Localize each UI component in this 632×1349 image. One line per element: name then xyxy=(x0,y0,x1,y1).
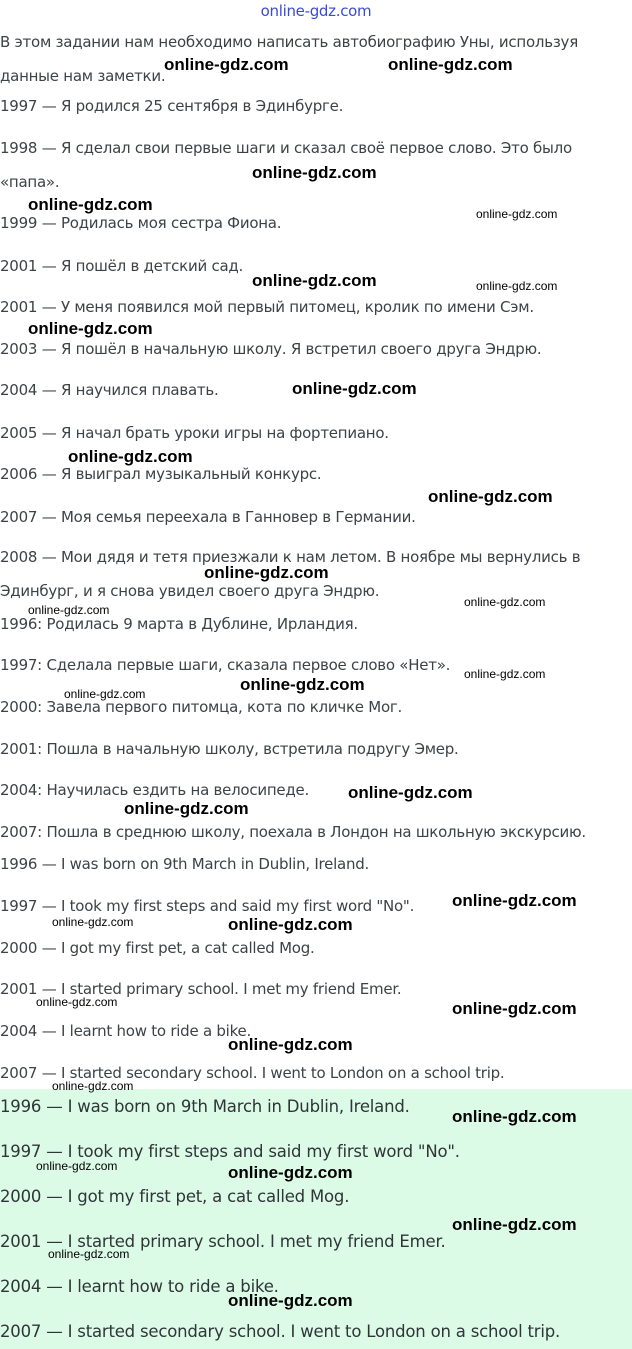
english-line: 1996 — I was born on 9th March in Dublin, Ireland. xyxy=(0,855,370,873)
english-line: 1997 — I took my first steps and said my first word "No". xyxy=(0,897,415,915)
watermark: online-gdz.com xyxy=(452,999,577,1018)
watermark: online-gdz.com xyxy=(164,55,289,74)
watermark: online-gdz.com xyxy=(464,667,546,681)
english-line: 2001 — I started primary school. I met my friend Emer. xyxy=(0,980,402,998)
watermark: online-gdz.com xyxy=(228,1163,353,1182)
watermark: online-gdz.com xyxy=(428,487,553,506)
example-note-line: 2001 — У меня появился мой первый питомец, кролик по имени Сэм. xyxy=(0,298,534,316)
example-note-line: 2003 — Я пошёл в начальную школу. Я встретил своего друга Эндрю. xyxy=(0,340,542,358)
example-note-line: 2001 — Я пошёл в детский сад. xyxy=(0,257,244,275)
una-note-line: 1997: Сделала первые шаги, сказала первое слово «Нет». xyxy=(0,656,451,674)
watermark: online-gdz.com xyxy=(228,1291,353,1310)
example-note-line: Эдинбург, и я снова увидел своего друга Эндрю. xyxy=(0,582,380,600)
example-note-line: 2008 — Мои дядя и тетя приезжали к нам летом. В ноябре мы вернулись в xyxy=(0,548,581,566)
watermark: online-gdz.com xyxy=(52,915,134,929)
watermark: online-gdz.com xyxy=(452,891,577,910)
watermark: online-gdz.com xyxy=(228,915,353,934)
answer-line: 1996 — I was born on 9th March in Dublin, Ireland. xyxy=(0,1097,410,1116)
answer-line: 2001 — I started primary school. I met my friend Emer. xyxy=(0,1232,446,1251)
watermark: online-gdz.com xyxy=(28,603,110,617)
una-note-line: 1996: Родилась 9 марта в Дублине, Ирландия. xyxy=(0,615,358,633)
watermark: online-gdz.com xyxy=(476,279,558,293)
watermark: online-gdz.com xyxy=(240,675,365,694)
watermark: online-gdz.com xyxy=(124,799,249,818)
watermark: online-gdz.com xyxy=(452,1215,577,1234)
intro-line: данные нам заметки. xyxy=(0,67,166,85)
una-note-line: 2004: Научилась ездить на велосипеде. xyxy=(0,781,310,799)
watermark: online-gdz.com xyxy=(252,163,377,182)
watermark: online-gdz.com xyxy=(388,55,513,74)
example-note-line: 1998 — Я сделал свои первые шаги и сказал своё первое слово. Это было xyxy=(0,139,572,157)
watermark: online-gdz.com xyxy=(48,1247,130,1261)
answer-line: 2007 — I started secondary school. I went to London on a school trip. xyxy=(0,1322,561,1341)
una-note-line: 2001: Пошла в начальную школу, встретила подругу Эмер. xyxy=(0,740,459,758)
watermark: online-gdz.com xyxy=(348,783,473,802)
english-line: 2004 — I learnt how to ride a bike. xyxy=(0,1022,251,1040)
una-note-line: 2000: Завела первого питомца, кота по кличке Мог. xyxy=(0,698,403,716)
watermark: online-gdz.com xyxy=(292,379,417,398)
answer-line: 2000 — I got my first pet, a cat called Mog. xyxy=(0,1187,350,1206)
watermark: online-gdz.com xyxy=(228,1035,353,1054)
watermark: online-gdz.com xyxy=(64,687,146,701)
english-line: 2000 — I got my first pet, a cat called Mog. xyxy=(0,939,315,957)
site-header-link[interactable]: online-gdz.com xyxy=(260,2,372,20)
watermark: online-gdz.com xyxy=(36,1159,118,1173)
watermark: online-gdz.com xyxy=(68,447,193,466)
watermark: online-gdz.com xyxy=(204,563,329,582)
watermark: online-gdz.com xyxy=(28,319,153,338)
example-note-line: 2004 — Я научился плавать. xyxy=(0,381,219,399)
example-note-line: «папа». xyxy=(0,173,60,191)
watermark: online-gdz.com xyxy=(476,207,558,221)
english-line: 2007 — I started secondary school. I went to London on a school trip. xyxy=(0,1064,505,1082)
example-note-line: 1999 — Родилась моя сестра Фиона. xyxy=(0,214,282,232)
answer-line: 1997 — I took my first steps and said my first word "No". xyxy=(0,1142,460,1161)
example-note-line: 1997 — Я родился 25 сентября в Эдинбурге. xyxy=(0,97,344,115)
watermark: online-gdz.com xyxy=(36,995,118,1009)
watermark: online-gdz.com xyxy=(464,595,546,609)
intro-line: В этом задании нам необходимо написать автобиографию Уны, используя xyxy=(0,33,578,51)
example-note-line: 2005 — Я начал брать уроки игры на фортепиано. xyxy=(0,424,389,442)
example-note-line: 2007 — Моя семья переехала в Ганновер в Германии. xyxy=(0,508,416,526)
watermark: online-gdz.com xyxy=(28,195,153,214)
answer-line: 2004 — I learnt how to ride a bike. xyxy=(0,1277,279,1296)
example-note-line: 2006 — Я выиграл музыкальный конкурс. xyxy=(0,465,322,483)
watermark: online-gdz.com xyxy=(452,1107,577,1126)
una-note-line: 2007: Пошла в среднюю школу, поехала в Лондон на школьную экскурсию. xyxy=(0,823,586,841)
watermark: online-gdz.com xyxy=(252,271,377,290)
watermark: online-gdz.com xyxy=(52,1079,134,1093)
